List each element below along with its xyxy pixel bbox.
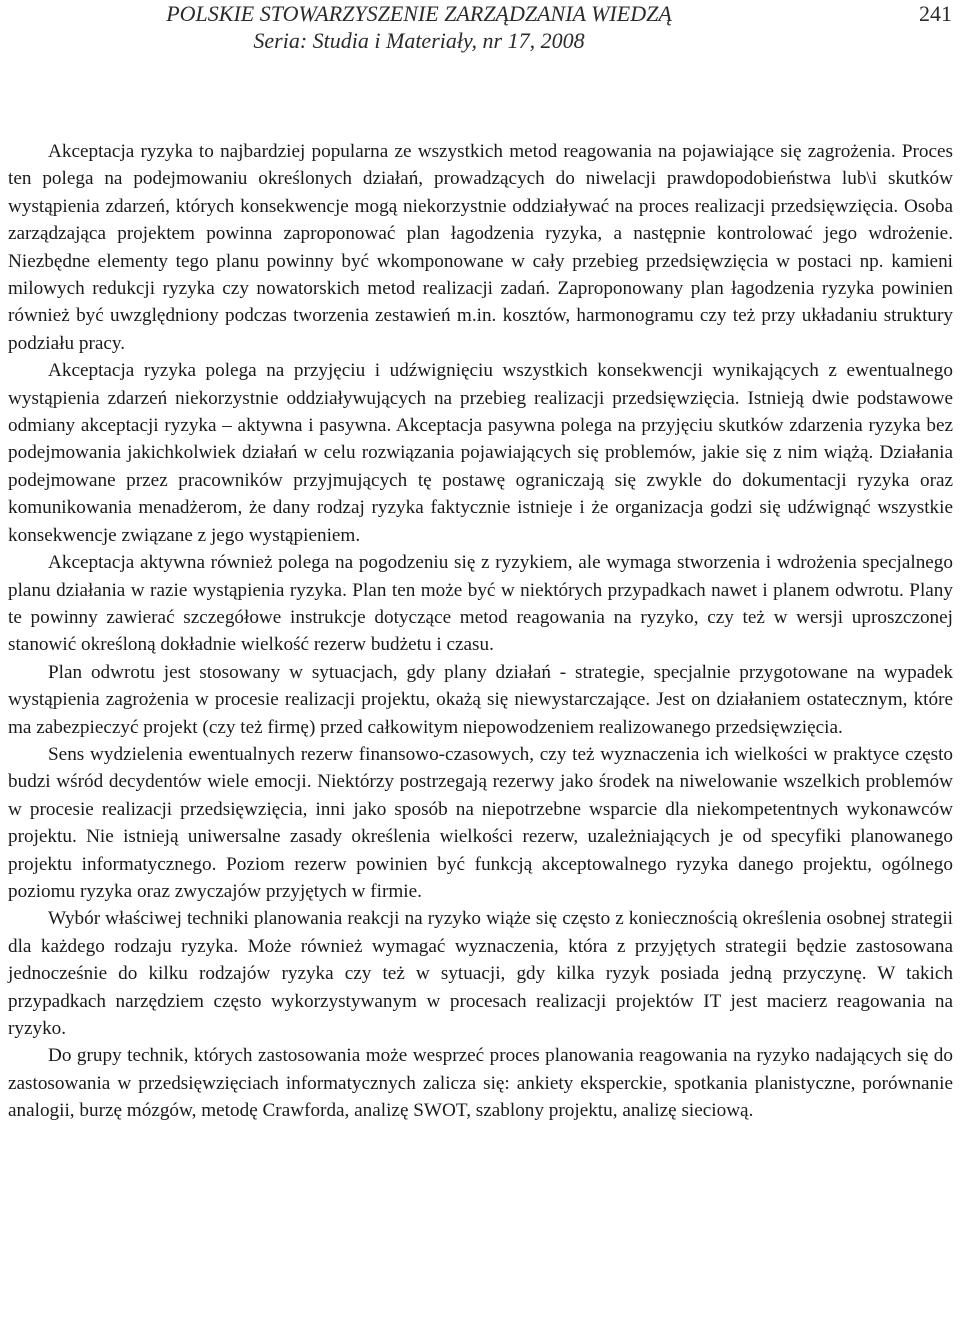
paragraph: Do grupy technik, których zastosowania może wesprzeć proces planowania reagowania na ryzyko nadających się do zastosowania w przedsięwzięciach informatycznych zalicza się: ankiety eksperckie, spotkania planistyczne, porównanie analogii, burzę mózgów, metodę Crawforda, analizę SWOT, szablony projektu, analizę sieciową. xyxy=(8,1045,953,1122)
article-body xyxy=(8,138,953,1125)
journal-series: Seria: Studia i Materiały, nr 17, 2008 xyxy=(253,28,585,53)
paragraph: Akceptacja aktywna również polega na pogodzeniu się z ryzykiem, ale wymaga stworzenia i wdrożenia specjalnego planu działania w razie wystąpienia ryzyka. Plan ten może być w niektórych przypadkach nawet i planem odwrotu. Plany te powinny zawierać szczegółowe instrukcje dotyczące metod reagowania na ryzyko, czy też w wersji uproszczonej stanowić określoną dokładnie wielkość rezerw budżetu i czasu. xyxy=(8,552,953,656)
paragraph: Sens wydzielenia ewentualnych rezerw finansowo-czasowych, czy też wyznaczenia ich wielkości w praktyce często budzi wśród decydentów wiele emocji. Niektórzy postrzegają rezerwy jako środek na niwelowanie wszelkich problemów w procesie realizacji przedsięwzięcia, inni jako sposób na niepotrzebne wsparcie dla niekompetentnych wykonawców projektu. Nie istnieją uniwersalne zasady określenia wielkości rezerw, uzależniających je od specyfiki planowanego projektu informatycznego. Poziom rezerw powinien być funkcją akceptowalnego ryzyka danego projektu, ogólnego poziomu ryzyka oraz zwyczajów przyjętych w firmie. xyxy=(8,743,953,902)
paragraph: Wybór właściwej techniki planowania reakcji na ryzyko wiąże się często z koniecznością określenia osobnej strategii dla każdego rodzaju ryzyka. Może również wymagać wyznaczenia, która z przyjętych strategii będzie zastosowana jednocześnie do kilku rodzajów ryzyka czy też w sytuacji, gdy kilka ryzyk posiada jedną przyczynę. W takich przypadkach narzędziem często wykorzystywanym w procesach realizacji projektów IT jest macierz reagowania na ryzyko. xyxy=(8,908,953,1039)
paragraph: Akceptacja ryzyka polega na przyjęciu i udźwignięciu wszystkich konsekwencji wynikających z ewentualnego wystąpienia zdarzeń niekorzystnie oddziaływujących na przebieg realizacji przedsięwzięcia. Istnieją dwie podstawowe odmiany akceptacji ryzyka – aktywna i pasywna. Akceptacja pasywna polega na przyjęciu skutków zdarzenia ryzyka bez podejmowania jakichkolwiek działań w celu rozwiązania pojawiających się problemów, jakie się z nim wiążą. Działania podejmowane przez pracowników przyjmujących tę postawę ograniczają się zwykle do dokumentacji ryzyka oraz komunikowania menadżerom, że dany rodzaj ryzyka faktycznie istnieje i że organizacja godzi się udźwignąć wszystkie konsekwencje związane z jego wystąpieniem. xyxy=(8,360,953,546)
journal-title: POLSKIE STOWARZYSZENIE ZARZĄDZANIA WIEDZĄ xyxy=(166,1,672,26)
paragraph: Plan odwrotu jest stosowany w sytuacjach, gdy plany działań - strategie, specjalnie przygotowane na wypadek wystąpienia zagrożenia w procesie realizacji projektu, okażą się niewystarczające. Jest on działaniem ostatecznym, które ma zabezpieczyć projekt (czy też firmę) przed całkowitym niepowodzeniem realizowanego przedsięwzięcia. xyxy=(8,661,953,738)
page-header xyxy=(0,0,960,60)
paragraph: Akceptacja ryzyka to najbardziej popularna ze wszystkich metod reagowania na pojawiające się zagrożenia. Proces ten polega na podejmowaniu określonych działań, prowadzących do niwelacji prawdopodobieństwa lub\i skutków wystąpienia zdarzeń, których konsekwencje mogą niekorzystnie oddziaływać na proces realizacji przedsięwzięcia. Osoba zarządzająca projektem powinna zaproponować plan łagodzenia ryzyka, a następnie kontrolować jego wdrożenie. Niezbędne elementy tego planu powinny być wkomponowane w cały przebieg przedsięwzięcia w postaci np. kamieni milowych redukcji ryzyka czy nowatorskich metod realizacji zadań. Zaproponowany plan łagodzenia ryzyka powinien również być uwzględniony podczas tworzenia zestawień m.in. kosztów, harmonogramu czy też przy układaniu struktury podziału pracy. xyxy=(8,141,953,354)
page-number: 241 xyxy=(919,1,952,26)
